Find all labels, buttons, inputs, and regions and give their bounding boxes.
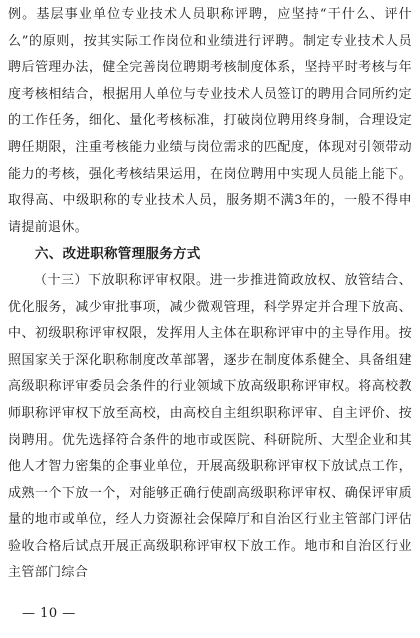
paragraph-13: （十三）下放职称评审权限。进一步推进简政放权、放管结合、优化服务，减少审批事项，减少微观管理，科学界定并合理下放高、中、初级职称评审权限，发挥用人主体在职称评审中的主导作用。按照国家关于深化职称制度改革部署，逐步在制度体系健全、具备组建高级职称评审委员会条件的行业领域下放高级职称评审权。将高校教师职称评审权下放至高校，由高校自主组织职称评审、自主评价、按岗聘用。优先选择符合条件的地市或医院、科研院所、大型企业和其他人才智力密集的企事业单位，开展高级职称评审权下放试点工作，成熟一个下放一个，对能够正确行使副高级职称评审权、确保评审质量的地市或单位，经人力资源社会保障厅和自治区行业主管部门评估验收合格后试点开展正高级职称评审权下放工作。地市和自治区行业主管部门综合 [8, 272, 412, 581]
section-heading: 六、改进职称管理服务方式 [35, 246, 201, 263]
page-number: — 10 — [22, 606, 76, 621]
paragraph-continued: 例。基层事业单位专业技术人员职称评聘，应坚持“干什么、评什么”的原则，按其实际工作岗位和业绩进行评聘。制定专业技术人员聘后管理办法，健全完善岗位聘期考核制度体系，坚持平时考核与年度考核相结合，根据用人单位与专业技术人员签订的聘用合同所约定的工作任务，细化、量化考核标准，打破岗位聘用终身制，合理设定聘任期限，注重考核能力业绩与岗位需求的匹配度，体现对引领带动能力的考核，强化考核结果运用，在岗位聘用中实现人员能上能下。取得高、中级职称的专业技术人员，服务期不满3年的，一般不得申请提前退休。 [8, 7, 412, 235]
